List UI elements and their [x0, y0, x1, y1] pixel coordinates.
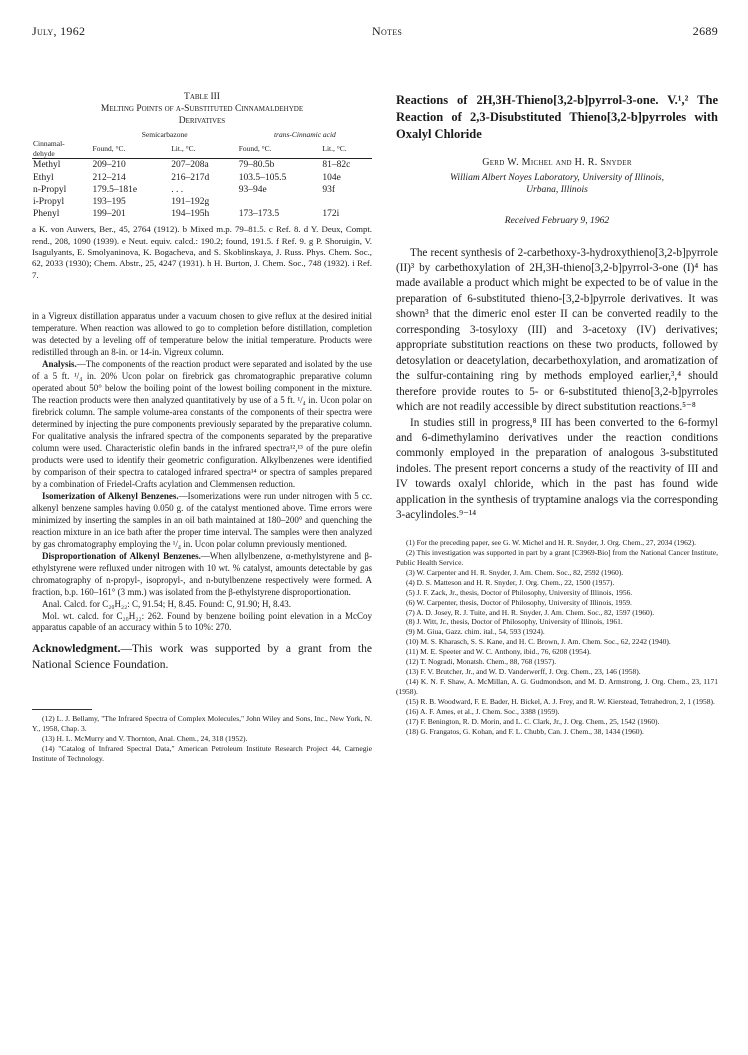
table-row: [32, 208, 372, 220]
table-cell: 216–217d: [171, 172, 210, 183]
group-header-cinnamic-acid: trans-Cinnamic acid: [273, 129, 336, 139]
table-cell: 79–80.5b: [238, 160, 275, 171]
table-cell: 93f: [322, 184, 336, 195]
reference-item: (6) W. Carpenter, thesis, Doctor of Philosophy, University of Illinois, 1959.: [406, 597, 632, 607]
reference-item: (8) J. Witt, Jr., thesis, Doctor of Philosophy, University of Illinois, 1961.: [406, 617, 623, 627]
table-cell: [238, 196, 322, 208]
acknowledgment-text: —This work was supported by a grant from the National Science Foundation.: [32, 643, 372, 671]
reference-list: [396, 538, 718, 737]
reference-item: (18) G. Frangatos, G. Kohan, and F. L. Chubb, Can. J. Chem., 38, 1434 (1960).: [406, 727, 644, 737]
melting-points-table: [32, 130, 372, 221]
table-cell: 81–82c: [322, 160, 351, 171]
article-affiliation: [396, 172, 718, 197]
paragraph-heading: Analysis.: [42, 359, 77, 370]
reference-item: (13) H. L. McMurry and V. Thornton, Anal. Chem., 24, 318 (1952).: [42, 734, 248, 744]
paragraph-text: —The components of the reaction product were separated and isolated by the use of a 5 ft. ¹/₄ in. 20% Ucon polar on firebrick gas chromatographic preparative column operated about 50° below the boiling point of the lowest boiling component in the mixture. The reaction products were then analyzed quantitatively by use of a 5 ft. ¹/₄ in. Ucon polar on firebrick column. The sample volume-area constants of the components of their spectra were determined by injecting the pure components previously separated by the preparative column. For qualitative analysis the infrared spectra of the components separated by the preparative column were used. Characteristic olefin bands in the infrared spectra¹²,¹³ of the pure olefin products were used to identify their geometric configuration. Alkylbenzenes were identified by comparison of their spectra to cataloged infrared spectra¹⁴ or spectra of samples prepared by a combination of Friedel-Crafts acylation and Clemmensen reduction.: [32, 359, 372, 489]
col-header-lit: Lit., °C.: [170, 139, 238, 159]
table-cell: 207–208a: [171, 160, 209, 171]
table-cell: 173–173.5: [238, 209, 280, 220]
table-cell: 191–192g: [171, 196, 210, 207]
col-header-found: Found, °C.: [238, 139, 322, 159]
running-header-date: July, 1962: [32, 24, 86, 38]
table-cell: 103.5–105.5: [238, 172, 287, 183]
table-cell: 104e: [322, 172, 341, 183]
paragraph: [32, 551, 372, 599]
reference-item: (2) This investigation was supported in part by a grant [C3969-Bio] from the National Cancer Institute, Public Health Service.: [396, 547, 718, 567]
affiliation-line: Urbana, Illinois: [526, 184, 588, 196]
table-cell: 212–214: [92, 172, 126, 183]
paragraph-heading: Disproportionation of Alkenyl Benzenes.: [42, 550, 201, 561]
reference-item: (7) A. D. Josey, R. J. Tuite, and H. R. Snyder, J. Am. Chem. Soc., 82, 1597 (1960).: [406, 607, 655, 617]
reference-item: (13) F. V. Brutcher, Jr., and W. D. Vanderwerff, J. Org. Chem., 23, 146 (1958).: [406, 667, 641, 677]
reference-list: [32, 714, 372, 763]
paragraph: in a Vigreux distillation apparatus under a vacuum chosen to give reflux at the desired initial temperature. When reaction was allowed to go to completion before distillation, completion was detected by a leveling off of temperature below the initial temperature. Products were redistilled through an 8-in. or 14-in. Vigreux column.: [32, 311, 372, 358]
table-iii: [32, 92, 372, 281]
received-date: Received February 9, 1962: [504, 214, 610, 226]
right-column: [396, 92, 718, 737]
paragraph: The recent synthesis of 2-carbethoxy-3-hydroxythieno[3,2-b]pyrrole (II)³ by carbethoxylation of 2H,3H-thieno[3,2-b]pyrrol-3-one (I)⁴ has made available a product which might be expected to be of value in the preparation of 6-substituted thieno-[3,2-b]pyrrole derivatives. It was shown³ that the dimeric enol ester II can be converted readily to the corresponding 3-tosyloxy (III) and 3-acetoxy (IV) derivatives; appropriate substitution reactions on these two products, followed by detosylation or deacetylation, decarbethoxylation, and aromatization of the sulfur-containing ring by methods employed earlier,³,⁴ should therefore provide routes to 5- or 6-substituted thieno[3,2-b]pyrroles which are not readily accessible by direct substitution reactions.⁵⁻⁸: [396, 246, 718, 414]
table-cell: 199–201: [92, 209, 126, 220]
article-authors: Gerd W. Michel and H. R. Snyder: [482, 156, 632, 168]
group-header-semicarbazone: Semicarbazone: [141, 129, 188, 139]
article-title: Reactions of 2H,3H-Thieno[3,2-b]pyrrol-3-one. V.¹,² The Reaction of 2,3-Disubstituted Thieno[3,2-b]pyrroles with Oxalyl Chloride: [396, 93, 718, 141]
paragraph: Anal. Calcd. for C₂₀H₂₂: C, 91.54; H, 8.45. Found: C, 91.90; H, 8.43.: [42, 598, 292, 609]
col-header-cinnamaldehyde: Cinnamal- dehyde: [32, 139, 92, 159]
table-cell: 209–210: [92, 160, 126, 171]
paragraph: [32, 359, 372, 491]
reference-item: (5) J. F. Zack, Jr., thesis, Doctor of Philosophy, University of Illinois, 1956.: [406, 587, 633, 597]
col-header-lit: Lit., °C.: [321, 139, 372, 159]
table-row: [32, 172, 372, 184]
reference-item: (11) M. E. Speeter and W. C. Anthony, ibid., 76, 6208 (1954).: [406, 647, 592, 657]
table-caption-title: Melting Points of α-Substituted Cinnamaldehyde: [100, 103, 304, 114]
table-cell: Ethyl: [33, 172, 54, 183]
reference-item: (4) D. S. Matteson and H. R. Snyder, J. Org. Chem., 22, 1500 (1957).: [406, 577, 615, 587]
table-cell: 172i: [322, 209, 340, 220]
reference-item: (12) L. J. Bellamy, "The Infrared Spectra of Complex Molecules," John Wiley and Sons, Inc., New York, N. Y., 1958, Chap. 3.: [32, 714, 372, 734]
table-footnotes: a K. von Auwers, Ber., 45, 2764 (1912). b Mixed m.p. 79–81.5. c Ref. 8. d Y. Deux, Compt. rend., 208, 1090 (1939). e Neut. equiv. calcd.: 190.2; found, 191.5. f Ref. 9. g P. Shoruigin, V. Isagulyants, E. Smolyaninova, K. Bogacheva, and S. Skoblinskaya, J. Russ. Phys. Chem. Soc., 62, 2033 (1930); Chem. Abstr., 25, 4247 (1931). h H. Burton, J. Chem. Soc., 748 (1932). i Ref. 7.: [32, 224, 372, 280]
paragraph: [32, 491, 372, 551]
table-cell: 93–94e: [238, 184, 267, 195]
left-column: [32, 92, 372, 764]
paragraph: Mol. wt. calcd. for C₂₀H₂₂: 262. Found by benzene boiling point elevation in a McCoy apparatus capable of an accuracy within 5 to 10%: 270.: [32, 610, 372, 633]
table-caption-label: Table III: [184, 92, 220, 102]
table-row: [32, 196, 372, 208]
acknowledgment-heading: Acknowledgment.: [32, 643, 121, 656]
table-cell: n-Propyl: [33, 184, 67, 195]
col-header-found: Found, °C.: [92, 139, 171, 159]
table-cell: 193–195: [92, 196, 126, 207]
paragraph-text: —When allylbenzene, α-methylstyrene and β-ethylstyrene were refluxed under nitrogen with 10 wt. % catalyst, amounts detectable by gas chromatography of n-propyl-, isopropyl-, and n-butylbenzene respectively were formed. A fraction, b.p. 160–161° (3 mm.) was isolated from the β-ethylstyrene disproportionation.: [32, 550, 372, 597]
reference-item: (9) M. Giua, Gazz. chim. ital., 54, 593 (1924).: [406, 627, 545, 637]
reference-item: (14) "Catalog of Infrared Spectral Data," American Petroleum Institute Research Project 44, Carnegie Institute of Technology.: [32, 744, 372, 763]
footnote-divider: [32, 709, 92, 710]
table-cell: i-Propyl: [33, 196, 65, 207]
table-row: [32, 159, 372, 172]
paragraph-text: —Isomerizations were run under nitrogen with 5 cc. alkenyl benzene samples having 0.050 g. of the catalyst mentioned above. Time errors were minimized by inserting the samples in an oil bath maintained at 180–200° and quenching the reaction mixture in an ice bath after the proper time interval. The samples were then analyzed by gas chromatography employing the ¹/₄ in. Ucon polar column previously mentioned.: [32, 490, 372, 549]
table-cell: 179.5–181e: [92, 184, 138, 195]
running-header-section: Notes: [372, 24, 403, 38]
table-cell: [321, 196, 372, 208]
reference-item: (1) For the preceding paper, see G. W. Michel and H. R. Snyder, J. Org. Chem., 27, 2034 (1962).: [406, 537, 697, 547]
reference-item: (10) M. S. Kharasch, S. S. Kane, and H. C. Brown, J. Am. Chem. Soc., 62, 2242 (1940).: [406, 637, 671, 647]
reference-item: (3) W. Carpenter and H. R. Snyder, J. Am. Chem. Soc., 82, 2592 (1960).: [406, 567, 624, 577]
page-number: 2689: [692, 24, 718, 38]
table-row: [32, 184, 372, 196]
table-cell: . . .: [171, 184, 184, 195]
table-cell: 194–195h: [171, 209, 210, 220]
paragraph-heading: Isomerization of Alkenyl Benzenes.: [42, 490, 179, 501]
reference-item: (14) K. N. F. Shaw, A. McMillan, A. G. Gudmondson, and M. D. Armstrong, J. Org. Chem., 23, 1171 (1958).: [396, 677, 718, 697]
reference-item: (15) R. B. Woodward, F. E. Bader, H. Bickel, A. J. Frey, and R. W. Kierstead, Tetrahedron, 2, 1 (1958).: [406, 697, 715, 707]
reference-item: (17) F. Benington, R. D. Morin, and L. C. Clark, Jr., J. Org. Chem., 25, 1542 (1960).: [406, 717, 660, 727]
table-caption-title-cont: Derivatives: [178, 115, 226, 126]
reference-item: (16) A. F. Ames, et al., J. Chem. Soc., 3388 (1959).: [406, 707, 560, 717]
paragraph: In studies still in progress,⁸ III has been converted to the 6-formyl and 6-dimethylamino derivatives under the reaction conditions commonly employed in the preparation of analogous 3-substituted indoles. The present report concerns a study of the reactivity of III and IV towards oxalyl chloride, which in the past has found wide application in the synthesis of tryptamine analogs via the corresponding 3-acylindoles.⁹⁻¹⁴: [396, 416, 718, 522]
affiliation-line: William Albert Noyes Laboratory, University of Illinois,: [449, 171, 665, 183]
acknowledgment: [32, 642, 372, 673]
table-cell: Phenyl: [33, 209, 60, 220]
reference-item: (12) T. Nogradi, Monatsh. Chem., 88, 768 (1957).: [406, 657, 557, 667]
table-cell: Methyl: [33, 160, 61, 171]
